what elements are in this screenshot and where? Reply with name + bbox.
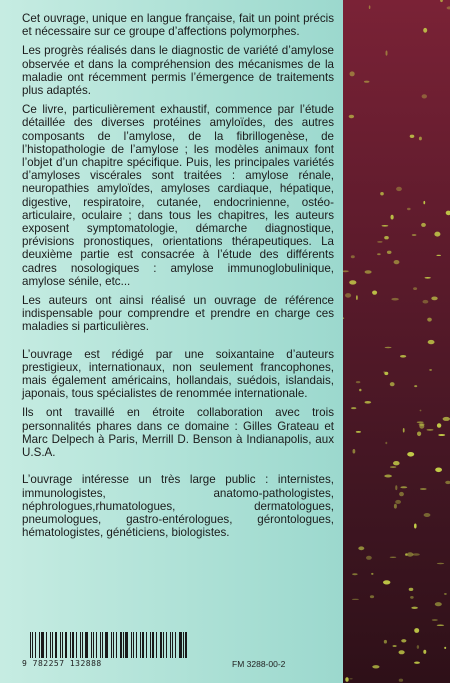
speckle [371,573,373,575]
speckle [432,619,438,621]
speckle [407,452,414,457]
speckle [423,650,426,654]
barcode-bar [163,632,164,658]
barcode-bar [46,632,47,658]
speckle [410,135,415,138]
speckle [417,432,421,437]
speckle [390,557,397,558]
barcode-bar [166,632,167,658]
barcode-bar [136,632,138,658]
speckle [435,602,442,606]
speckle [413,287,417,290]
barcode-bar [170,632,172,658]
barcode-bar [52,632,54,658]
speckle [417,421,424,423]
speckle [383,580,390,584]
speckle [400,486,407,488]
barcode-bar [96,632,98,658]
speckle [420,488,427,490]
speckle [385,442,387,444]
speckle [395,485,397,490]
speckle [419,137,422,141]
speckle [411,607,418,609]
speckle [393,645,397,647]
barcode-bar [113,632,114,658]
speckle [366,556,372,560]
speckle [446,211,450,216]
barcode-bar [70,632,71,658]
speckle [365,401,372,404]
speckle [349,678,352,679]
speckle [369,5,371,9]
speckle [417,645,419,649]
speckle [396,187,402,191]
speckle [421,223,426,227]
speckle [422,94,427,98]
speckle [407,208,411,210]
speckle [447,6,450,9]
barcode-bar [172,632,173,658]
barcode-number: 9 782257 132888 [22,659,102,668]
speckle [431,297,437,301]
speckle [350,71,355,76]
speckle [384,372,388,375]
barcode-bar [146,632,147,658]
speckle [390,382,395,386]
barcode-bar [91,632,92,658]
speckle [444,647,446,649]
barcode-bar [100,632,101,658]
speckle [387,251,392,254]
speckle [445,481,450,484]
barcode-bar [131,632,132,658]
speckle [356,295,358,300]
barcode-bar [35,632,37,658]
barcode-bar [160,632,162,658]
micrograph-image [343,0,450,683]
barcode-bar [179,632,182,658]
speckle [436,255,441,256]
barcode-bar [80,632,81,658]
paragraph-progress: Les progrès réalisés dans le diagnostic de variété d’amylose observée et dans la compréhension des mécanismes de la maladie ont récemment permis l’émergence de traitements plus adaptés. [22,44,334,98]
barcode-bars [30,632,190,658]
barcode-bar [39,632,40,658]
speckle [352,573,358,575]
barcode-bar [152,632,155,658]
speckle [353,449,356,454]
speckle [365,270,372,273]
speckle [385,347,392,348]
barcode-bar [50,632,51,658]
speckle [423,28,427,33]
speckle [390,466,396,468]
paragraph-authors: L’ouvrage est rédigé par une soixantaine d’auteurs prestigieux, internationaux, non seulement francophones, mais également américains, hollandais, suédois, islandais, japonais, tous spécialistes de renommée internationale. [22,347,334,401]
speckle [399,492,404,496]
speckle [364,81,370,83]
blurb-text [22,12,334,545]
speckle [410,596,414,599]
speckle [372,665,379,668]
speckle [380,192,384,195]
paragraph-intro: Cet ouvrage, unique en langue française, fait un point précis et nécessaire sur ce groupe d’affections polymorphes. [22,12,334,39]
speckle [345,677,348,682]
speckle [423,201,425,204]
barcode-bar [140,632,141,658]
speckle [384,640,387,644]
speckle [359,389,361,392]
speckle [349,280,356,284]
barcode [22,632,227,668]
speckle [434,232,440,237]
paragraph-reference: Les auteurs ont ainsi réalisé un ouvrage de référence indispensable pour comprendre et prendre en charge ces maladies si particulières. [22,294,334,334]
paragraph-collaboration: Ils ont travaillé en étroite collaboration avec trois personnalités phares dans ce domaine : Gilles Grateau et Marc Delpech à Paris, Merrill D. Benson à Indianapolis, aux U.S.A. [22,406,334,460]
speckle [352,599,359,600]
speckle [345,293,351,298]
speckle [400,355,406,358]
reference-code: FM 3288-00-2 [232,659,286,669]
barcode-bar [150,632,151,658]
barcode-bar [60,632,61,658]
speckle [351,407,356,409]
speckle [395,500,401,504]
speckle [414,662,420,664]
barcode-bar [185,632,187,658]
barcode-bar [30,632,31,658]
speckle [391,298,398,301]
barcode-bar [142,632,144,658]
speckle [349,115,354,118]
speckle [440,0,443,2]
barcode-bar [62,632,63,658]
speckle [435,468,442,473]
speckle [420,410,422,412]
speckle [384,475,392,478]
micrograph-panel [343,0,450,683]
speckle [437,423,441,428]
speckle [412,234,417,236]
paragraph-contents: Ce livre, particulièrement exhaustif, commence par l’étude détaillée des diverses protéines amyloïdes, des autres composants de l’amylose, de la fibrillogenèse, de l’histopathologie de l’amylose ; les modèles animaux font l’objet d’un chapitre spécifique. Puis, les principales variétés d’amyloses viscérales sont traitées : amylose rénale, neuropathies amyloïdes, amyloses cardiaque, hépatique, digestive, respiratoire, cutanée, endocrinienne, ostéo-articulaire, oculaire ; dans tous les chapitres, les auteurs exposent symptomatologie, démarche diagnostique, prévisions pronostiques, orientations thérapeutiques. La deuxième partie est consacrée à l’étude des différents cadres nosologiques : amylose immunoglobulinique, amylose sénile, etc... [22,103,334,288]
speckle [370,595,374,598]
barcode-bar [93,632,94,658]
barcode-bar [133,632,134,658]
speckle [427,429,434,430]
speckle [377,253,381,255]
speckle [377,241,382,243]
speckle [428,340,435,344]
barcode-bar [123,632,124,658]
speckle [351,255,355,258]
barcode-bar [116,632,117,658]
speckle [403,428,405,433]
speckle [343,318,344,319]
barcode-bar [32,632,33,658]
speckle [427,318,432,322]
speckle [384,236,389,239]
barcode-bar [82,632,84,658]
speckle [423,300,429,304]
speckle [394,260,400,264]
speckle [409,588,414,591]
speckle [391,215,394,220]
speckle [358,546,364,550]
barcode-bar [72,632,74,658]
barcode-bar [41,632,44,658]
speckle [414,385,417,387]
speckle [401,639,406,642]
speckle [438,434,445,436]
speckle [412,553,419,555]
speckle [437,563,444,564]
barcode-bar [125,632,128,658]
barcode-bar [120,632,122,658]
barcode-bar [183,632,184,658]
speckle [343,270,349,272]
speckle [393,461,400,465]
paragraph-audience: L’ouvrage intéresse un très large public : internistes, immunologistes, anatomo-pathologistes, néphrologues,rhumatologues, dermatologues, pneumologues, gastro-entérologues, gérontologues, hématologistes, généticiens, biologistes. [22,473,334,540]
speckle [399,679,403,682]
speckle [356,431,361,433]
speckle [414,628,419,633]
barcode-bar [85,632,88,658]
speckle [394,504,397,509]
barcode-bar [105,632,108,658]
speckle [429,369,432,370]
speckle [437,625,444,626]
barcode-bar [55,632,57,658]
barcode-bar [175,632,176,658]
speckle [356,381,360,383]
barcode-bar [102,632,103,658]
speckle [372,291,377,295]
speckle [444,593,447,594]
speckle [424,513,431,517]
speckle [382,225,389,227]
speckle [414,524,417,529]
speckle [425,277,431,279]
speckle [386,51,388,56]
barcode-bar [76,632,77,658]
speckle [399,650,405,654]
barcode-bar [111,632,113,658]
speckle [443,417,450,421]
barcode-bar [156,632,157,658]
barcode-bar [65,632,68,658]
speckle [419,424,424,429]
